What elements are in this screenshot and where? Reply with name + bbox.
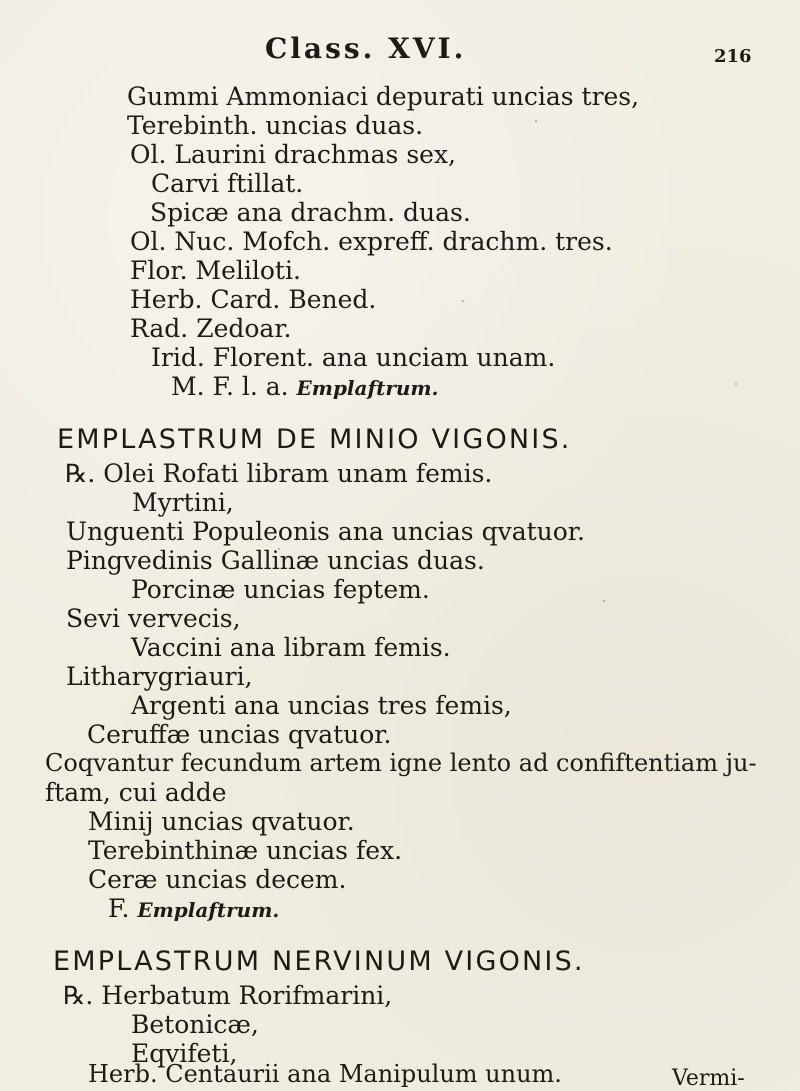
- text-line: Minij uncias qvatuor.: [88, 807, 355, 836]
- text-line: Eqvifeti,: [131, 1039, 238, 1068]
- text-line: Carvi ftillat.: [151, 169, 304, 198]
- catchword: Vermi-: [672, 1066, 745, 1091]
- text-line: ftam, cui adde: [45, 778, 227, 807]
- text-line: Argenti ana uncias tres femis,: [131, 691, 512, 720]
- text-line: Litharygriauri,: [66, 662, 253, 691]
- text-line: Irid. Florent. ana unciam unam.: [151, 343, 556, 372]
- section-heading: EMPLASTRUM NERVINUM VIGONIS.: [53, 946, 585, 977]
- text-line: ℞. Herbatum Rorifmarini,: [63, 981, 393, 1010]
- text-line: Terebinthinæ uncias fex.: [88, 836, 403, 865]
- text-line: Ceræ uncias decem.: [88, 865, 347, 894]
- section-heading: EMPLASTRUM DE MINIO VIGONIS.: [57, 424, 572, 455]
- class-title: Class. XVI.: [265, 32, 467, 65]
- text-line: Flor. Meliloti.: [130, 256, 301, 285]
- text-line: Ol. Nuc. Mofch. expreff. drachm. tres.: [130, 227, 613, 256]
- formula-italic: Emplaftrum.: [137, 898, 280, 922]
- text-line: Ceruffæ uncias qvatuor.: [87, 720, 392, 749]
- paper-speck: [735, 383, 737, 385]
- text-line: Gummi Ammoniaci depurati uncias tres,: [127, 82, 640, 111]
- text-line: Ol. Laurini drachmas sex,: [130, 140, 457, 169]
- text-line: Herb. Card. Bened.: [130, 285, 377, 314]
- text-line: Coqvantur fecundum artem igne lento ad confiftentiam ju-: [45, 749, 757, 777]
- page-number: 216: [714, 46, 752, 67]
- paper-speck: [462, 300, 464, 302]
- formula-prefix: F.: [108, 894, 130, 923]
- text-line: Myrtini,: [132, 488, 234, 517]
- text-line-formula: [108, 896, 279, 921]
- page-header: [0, 28, 800, 68]
- text-line: ℞. Olei Rofati libram unam femis.: [65, 459, 493, 488]
- formula-italic: Emplaftrum.: [296, 376, 439, 400]
- text-line: Sevi vervecis,: [66, 604, 241, 633]
- paper-speck: [603, 600, 605, 602]
- text-line: Spicæ ana drachm. duas.: [150, 198, 471, 227]
- paper-speck: [535, 120, 537, 122]
- text-line: Rad. Zedoar.: [130, 314, 292, 343]
- text-line: Terebinth. uncias duas.: [127, 111, 424, 140]
- text-line: Vaccini ana libram femis.: [131, 633, 451, 662]
- text-line-formula: [171, 374, 439, 399]
- text-line: Pingvedinis Gallinæ uncias duas.: [66, 546, 485, 575]
- text-line: Unguenti Populeonis ana uncias qvatuor.: [66, 517, 585, 546]
- paper-speck: [278, 548, 280, 550]
- text-line: Betonicæ,: [131, 1010, 259, 1039]
- text-line: Porcinæ uncias feptem.: [131, 575, 430, 604]
- formula-prefix: M. F. l. a.: [171, 372, 289, 401]
- text-line: Herb. Centaurii ana Manipulum unum.: [88, 1060, 562, 1088]
